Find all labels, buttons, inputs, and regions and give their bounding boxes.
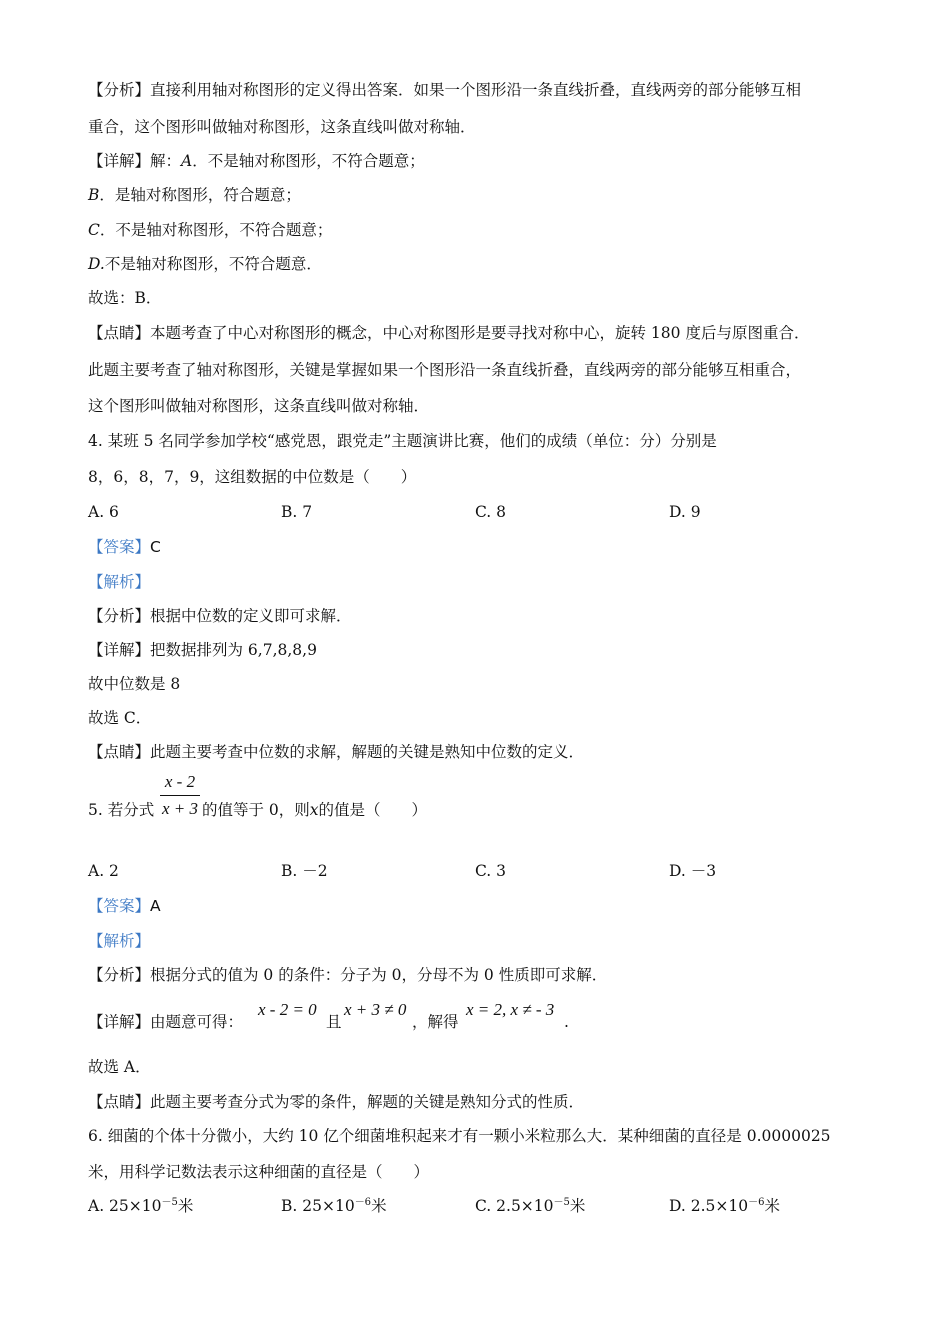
q5-and: 且 [326, 1013, 342, 1031]
q4-stem-line-1: 4. 某班 5 名同学参加学校“感党恩，跟党走”主题演讲比赛，他们的成绩（单位：分）分别是 [88, 432, 717, 450]
q6-option-b-exp: －6 [354, 1197, 372, 1208]
q4-analysis: 【分析】根据中位数的定义即可求解． [88, 607, 352, 625]
q5-answer: A [150, 897, 161, 915]
q5-solve: ，解得 [412, 1013, 459, 1031]
q3-analysis: 【分析】直接利用轴对称图形的定义得出答案．如果一个图形沿一条直线折叠，直线两旁的部分能够互相 [88, 81, 802, 99]
q4-answer-line [88, 537, 161, 557]
q6-option-b [281, 1196, 387, 1216]
q3-c-letter: C [88, 221, 100, 239]
q6-option-c [475, 1196, 585, 1216]
q5-fraction-denominator: x + 3 [161, 799, 199, 818]
q3-detail-d [88, 254, 322, 274]
q5-period: . [564, 1013, 569, 1031]
q6-stem-line-2: 米，用科学记数法表示这种细菌的直径是（ ） [88, 1163, 430, 1181]
q5-stem-suffix: 的值是（ ） [318, 801, 428, 819]
q6-option-d [669, 1196, 780, 1216]
q5-option-c: C. 3 [475, 862, 507, 880]
q5-choose: 故选 A． [88, 1058, 151, 1076]
q3-detail-label: 【详解】解： [88, 152, 182, 170]
q4-explain-label: 【解析】 [88, 573, 151, 591]
q6-option-d-unit: 米 [764, 1197, 780, 1215]
q5-stem-mid: 的值等于 0，则 [202, 801, 310, 819]
q5-option-d: D. －3 [669, 862, 717, 880]
q4-stem-line-2: 8，6，8，7，9，这组数据的中位数是（ ） [88, 468, 417, 486]
q6-option-a-unit: 米 [177, 1197, 194, 1215]
q6-option-c-unit: 米 [569, 1197, 586, 1215]
q5-fraction [160, 772, 200, 819]
q3-choose: 故选：B． [88, 289, 162, 307]
q4-option-c: C. 8 [475, 503, 507, 521]
q5-fraction-numerator: x - 2 [160, 772, 200, 796]
q3-d-text: 不是轴对称图形，不符合题意． [104, 255, 322, 273]
q5-analysis: 【分析】根据分式的值为 0 的条件：分子为 0，分母不为 0 性质即可求解． [88, 966, 608, 984]
q6-option-b-label: B. 25×10 [281, 1197, 355, 1215]
q4-option-b: B. 7 [281, 503, 313, 521]
q5-answer-label: 【答案】 [88, 897, 151, 915]
q3-a-text: ．不是轴对称图形，不符合题意； [192, 152, 425, 170]
q6-option-b-unit: 米 [371, 1197, 387, 1215]
q3-comment-1: 【点睛】本题考查了中心对称图形的概念，中心对称图形是要寻找对称中心，旋转 180 度后与原图重合． [88, 324, 810, 342]
q3-d-letter: D. [88, 255, 105, 273]
q5-stem-rest [202, 800, 427, 820]
q6-option-c-exp: －5 [553, 1197, 570, 1208]
q3-comment-2: 此题主要考查了轴对称图形，关键是掌握如果一个图形沿一条直线折叠，直线两旁的部分能够互相重合， [88, 361, 802, 379]
q3-analysis-cont: 重合，这个图形叫做轴对称图形，这条直线叫做对称轴． [88, 118, 476, 136]
q4-choose: 故选 C． [88, 709, 152, 727]
q5-stem-var: x [309, 801, 319, 819]
q5-detail-label: 【详解】由题意可得： [88, 1013, 244, 1031]
q4-option-a: A. 6 [88, 503, 119, 521]
q4-detail-2: 故中位数是 8 [88, 675, 181, 693]
q3-b-letter: B [88, 186, 100, 204]
q5-comment: 【点睛】此题主要考查分式为零的条件，解题的关键是熟知分式的性质． [88, 1093, 585, 1111]
q5-option-b: B. －2 [281, 862, 328, 880]
q3-b-text: ．是轴对称图形，符合题意； [99, 186, 301, 204]
q5-option-a: A. 2 [88, 862, 119, 880]
q5-answer-line [88, 896, 161, 916]
q6-option-a [88, 1196, 193, 1216]
q6-option-d-exp: －6 [748, 1197, 765, 1208]
q4-comment: 【点睛】此题主要考查中位数的求解，解题的关键是熟知中位数的定义． [88, 743, 585, 761]
q5-eq-3: x = 2, x ≠ - 3 [466, 1000, 555, 1019]
q5-explain-label: 【解析】 [88, 932, 151, 950]
q6-option-c-label: C. 2.5×10 [475, 1197, 554, 1215]
q5-eq-1: x - 2 = 0 [258, 1000, 317, 1019]
q6-option-d-label: D. 2.5×10 [669, 1197, 749, 1215]
q4-answer: C [150, 538, 161, 556]
q3-a-letter: A [181, 152, 193, 170]
q5-eq-2: x + 3 ≠ 0 [344, 1000, 407, 1019]
q6-option-a-label: A. 25×10 [88, 1197, 162, 1215]
q3-c-text: ．不是轴对称图形，不符合题意； [99, 221, 333, 239]
q3-detail-a [88, 151, 425, 171]
q6-stem-line-1: 6. 细菌的个体十分微小，大约 10 亿个细菌堆积起来才有一颗小米粒那么大．某种细菌的直径是 0.0000025 [88, 1127, 831, 1145]
q3-detail-c [88, 220, 332, 240]
q3-detail-b [88, 185, 301, 205]
q6-option-a-exp: －5 [161, 1197, 178, 1208]
q4-option-d: D. 9 [669, 503, 701, 521]
q4-answer-label: 【答案】 [88, 538, 151, 556]
q5-stem-prefix: 5. 若分式 [88, 801, 155, 819]
q3-comment-3: 这个图形叫做轴对称图形，这条直线叫做对称轴． [88, 397, 430, 415]
q4-detail: 【详解】把数据排列为 6,7,8,8,9 [88, 641, 317, 659]
